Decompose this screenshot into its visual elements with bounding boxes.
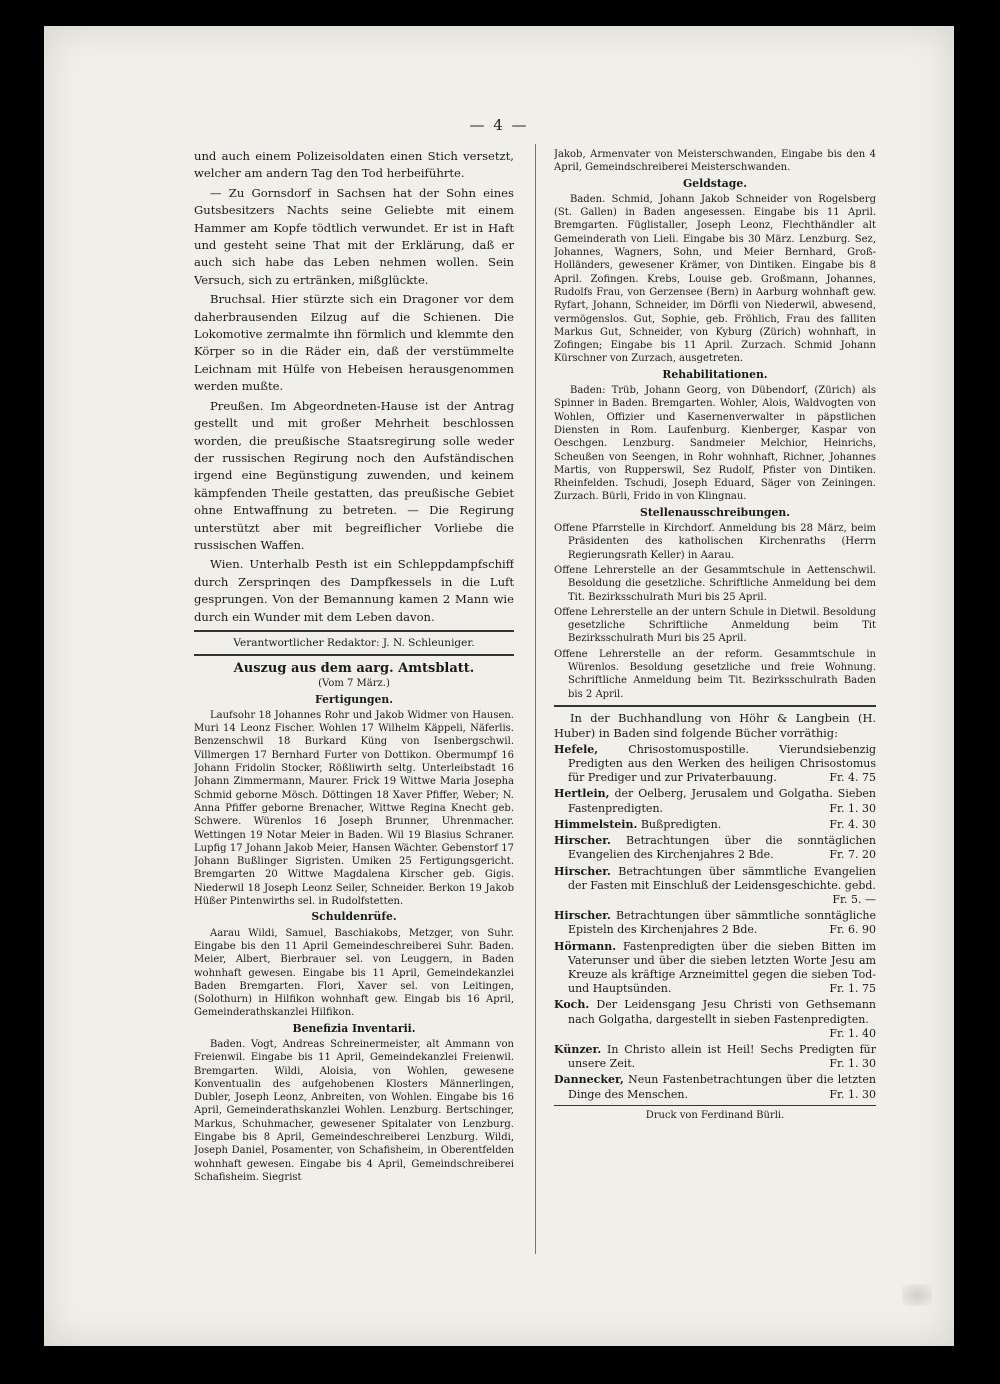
book-entry xyxy=(554,940,876,997)
section-heading-stellen: Stellenausschreibungen. xyxy=(640,505,790,519)
stellen-item: Offene Lehrerstelle an der reform. Gesammtschule in Würenlos. Besoldung gesetzliche und freie Wohnung. Schriftliche Anmeldung beim Tit. Bezirksschulrath Baden bis 2 April. xyxy=(554,648,876,700)
section-heading-benefizia: Benefizia Inventarii. xyxy=(292,1021,416,1035)
book-title: Betrachtungen über sämmtliche sonntägliche Episteln des Kirchenjahres 2 Bde. xyxy=(568,909,876,937)
book-list xyxy=(554,743,876,1102)
continued-text: Jakob, Armenvater von Meisterschwanden, Eingabe bis den 4 April, Gemeindschreiberei Meisterschwanden. xyxy=(554,149,876,174)
divider xyxy=(554,705,876,707)
article-paragraph: Wien. Unterhalb Pesth ist ein Schleppdampfschiff durch Zersprinqen des Dampfkessels in die Luft gesprungen. Von der Bemannung kamen 2 Mann wie durch ein Wunder mit dem Leben davon. xyxy=(194,557,514,624)
rehabilitationen-text: Baden: Trüb, Johann Georg, von Dübendorf, (Zürich) als Spinner in Baden. Bremgarten. Wohler, Alois, Waldvogten von Wohlen, Offizier und Kasernenverwalter in päpstlichen Diensten in Rom. Laufenburg. Kienberger, Kaspar von Oeschgen. Lenzburg. Sandmeier Melchior, Heinrichs, Scheußen von Seengen, in Rohr wohnhaft, Richner, Johannes Martis, von Rupperswil, Sez Rudolf, Pfister von Dintiken. Rheinfelden. Tschudi, Joseph Eduard, Säger von Zeiningen. Zurzach. Bürli, Frido in von Klingnau. xyxy=(554,385,876,503)
divider xyxy=(554,1105,876,1106)
printer-line: Druck von Ferdinand Bürli. xyxy=(645,1109,785,1121)
article-paragraph: — Zu Gornsdorf in Sachsen hat der Sohn eines Gutsbesitzers Nachts seine Geliebte mit einem Hammer am Kopfe tödtlich verwundet. Er ist in Haft und gesteht seine That mit der Erklärung, daß er auch sich habe das Leben nehmen wollen. Sein Versuch, sich zu ertränken, mißglückte. xyxy=(194,185,514,287)
fertigungen-text: Laufsohr 18 Johannes Rohr und Jakob Widmer von Hausen. Muri 14 Leonz Fischer. Wohlen 17 Wilhelm Käppeli, Näferlis. Benzenschwil 18 Burkard Küng von Isenbergschwil. Villmergen 17 Bernhard Furter von Dottikon. Obermumpf 16 Johann Fridolin Stocker, Rößliwirth seltg. Unterleibstadt 16 Johann Zimmermann, Maurer. Frick 19 Wittwe Maria Josepha Schmid geborne Mösch. Döttingen 18 Xaver Pfiffer, Weber; N. Anna Pfiffer geborne Brenacher, Wittwe Regina Knecht geb. Schwere. Würenlos 16 Joseph Brunner, Uhrenmacher. Wettingen 19 Notar Meier in Baden. Wil 19 Blasius Schraner. Lupfig 17 Johann Jakob Meier, Hansen Wächter. Gebenstorf 17 Johann Bußlinger Sigristen. Umiken 25 Fertigungsgericht. Bremgarten 20 Wittwe Magdalena Kirscher geb. Gigis. Niederwil 18 Joseph Leonz Seiler, Schneider. Berkon 19 Jakob Hüßer Pintenwirths sel. in Rudolfstetten. xyxy=(194,709,514,908)
schuldenrufe-text: Aarau Wildi, Samuel, Baschiakobs, Metzger, von Suhr. Eingabe bis den 11 April Gemeindeschreiberei Suhr. Baden. Meier, Albert, Bierbrauer sel. von Leuggern, in Baden wohnhaft gewesen. Eingabe bis 11 April, Gemeindekanzlei Baden Bremgarten. Flori, Xaver sel. von Leitingen, (Solothurn) in Hilfikon wohnhaft gew. Eingab bis 16 April, Gemeinderathskanzlei Hilfikon. xyxy=(194,927,514,1019)
article-paragraph: Bruchsal. Hier stürzte sich ein Dragoner vor dem daherbrausenden Eilzug auf die Schienen. Die Lokomotive zermalmte ihn förmlich und klemmte den Körper so in die Räder ein, daß der verstümmelte Leichnam mit Hülfe von Hebeisen herausgenommen werden mußte. xyxy=(194,292,514,394)
book-entry xyxy=(554,787,876,815)
book-title: Fastenpredigten über die sieben Bitten im Vaterunser und über die sieben letzten Worte Jesu am Kreuze als kräftige Arzneimittel gegen die sieben Tod- und Hauptsünden. xyxy=(568,939,876,996)
section-heading-fertigungen: Fertigungen. xyxy=(315,692,393,706)
stellen-item: Offene Pfarrstelle in Kirchdorf. Anmeldung bis 28 März, beim Präsidenten des katholischen Kirchenraths (Herrn Regierungsrath Keller) in Aarau. xyxy=(554,523,876,561)
book-title: In Christo allein ist Heil! Sechs Predigten für unsere Zeit. xyxy=(568,1042,876,1071)
benefizia-text: Baden. Vogt, Andreas Schreinermeister, alt Ammann von Freienwil. Eingabe bis 11 April, Gemeindekanzlei Freienwil. Bremgarten. Wildi, Aloisia, von Wohlen, gewesene Konventualin des aufgehobenen Klosters Männerlingen, Dubler, Joseph Leonz, Anbreiten, von Wohlen. Eingabe bis 16 April, Gemeinderathskanzlei Wohlen. Lenzburg. Bertschinger, Markus, Schuhmacher, gewesener Spitalater von Lenzburg. Eingabe bis 8 April, Gemeindeschreiberei Lenzburg. Wildi, Joseph Daniel, Posamenter, von Schafisheim, in Oberentfelden wohnhaft gewesen. Eingabe bis 4 April, Gemeindschreiberei Schafisheim. Siegrist xyxy=(194,1038,514,1183)
stellen-item: Offene Lehrerstelle an der untern Schule in Dietwil. Besoldung gesetzliche Schriftliche Anmeldung beim Tit Bezirksschulrath Muri bis 25 April. xyxy=(554,606,876,645)
right-column xyxy=(554,148,876,1258)
book-title: der Oelberg, Jerusalem und Golgatha. Sieben Fastenpredigten. xyxy=(568,787,876,815)
book-author: Koch. xyxy=(554,998,590,1012)
book-entry xyxy=(554,909,876,937)
article-paragraph: und auch einem Polizeisoldaten einen Stich versetzt, welcher am andern Tag den Tod herbeiführte. xyxy=(194,149,514,181)
book-title: Betrachtungen über die sonntäglichen Evangelien des Kirchenjahres 2 Bde. xyxy=(568,834,876,862)
book-entry xyxy=(554,1073,876,1101)
book-entry xyxy=(554,865,876,908)
stellen-item: Offene Lehrerstelle an der Gesammtschule in Aettenschwil. Besoldung die gesetzliche. Schriftliche Anmeldung bei dem Tit. Bezirksschulrath Muri bis 25 April. xyxy=(554,564,876,603)
book-author: Künzer. xyxy=(554,1042,602,1056)
book-author: Hörmann. xyxy=(554,939,617,953)
book-entry xyxy=(554,1043,876,1071)
book-price: Fr. 7. 20 xyxy=(829,848,876,862)
book-author: Hertlein, xyxy=(554,787,610,801)
book-price: Fr. 1. 30 xyxy=(829,1087,876,1101)
book-entry xyxy=(554,743,876,786)
book-title: Bußpredigten. xyxy=(640,817,722,831)
section-heading-schuldenrufe: Schuldenrüfe. xyxy=(311,910,397,924)
book-price: Fr. 4. 75 xyxy=(829,771,876,785)
section-heading-geldstage: Geldstage. xyxy=(683,176,747,190)
book-price: Fr. 1. 75 xyxy=(829,982,876,996)
divider xyxy=(194,630,514,632)
book-author: Hirscher. xyxy=(554,834,611,848)
book-price: Fr. 1. 30 xyxy=(829,1057,876,1071)
book-author: Hirscher. xyxy=(554,864,611,878)
newspaper-page xyxy=(44,26,954,1346)
left-column xyxy=(194,148,514,1258)
book-price: Fr. 1. 40 xyxy=(829,1026,876,1040)
article-paragraph: Preußen. Im Abgeordneten-Hause ist der Antrag gestellt und mit großer Mehrheit beschlossen worden, die preußische Staatsregirung solle weder der russischen Regirung noch den Aufständischen irgend eine Begünstigung zuwenden, und keinem kämpfenden Theile gestatten, das preußische Gebiet ohne Entwaffnung zu betreten. — Die Regirung unterstützt aber mit begreiflicher Vorliebe die russischen Waffen. xyxy=(194,398,514,552)
book-title: Chrisostomuspostille. Vierundsiebenzig Predigten aus den Werken des heiligen Chrisostomus für Prediger und zur Privaterbauung. xyxy=(568,742,876,785)
book-entry xyxy=(554,834,876,862)
book-title: Betrachtungen über sämmtliche Evangelien der Fasten mit Einschluß der Leidensgeschichte. gebd. xyxy=(568,864,876,892)
book-author: Hirscher. xyxy=(554,909,611,923)
divider xyxy=(194,654,514,656)
editor-line: Verantwortlicher Redaktor: J. N. Schleuniger. xyxy=(233,636,475,649)
book-author: Dannecker, xyxy=(554,1073,624,1087)
book-title: Neun Fastenbetrachtungen über die letzten Dinge des Menschen. xyxy=(568,1073,876,1101)
column-divider xyxy=(535,144,536,1254)
amtsblatt-date: (Vom 7 März.) xyxy=(318,678,390,690)
book-author: Himmelstein. xyxy=(554,817,638,831)
geldstage-text: Baden. Schmid, Johann Jakob Schneider von Rogelsberg (St. Gallen) in Baden angesessen. Eingabe bis 11 April. Bremgarten. Füglistaller, Joseph Leonz, Flechthändler alt Gemeinderath von Lieli. Eingabe bis 30 März. Lenzburg. Sez, Johannes, Wagners, Sohn, und Meier Bernhard, Groß-Holländers, gewesener Krämer, von Dintiken. Eingabe bis 8 April. Zofingen. Krebs, Louise geb. Großmann, Johannes, Rudolfs Frau, von Gerzensee (Bern) in Aarburg wohnhaft gew. Ryfart, Johann, Schneider, im Dörfli von Niederwil, abwesend, vermögenslos. Gut, Sophie, geb. Fröhlich, Frau des falliten Markus Gut, Schneider, von Kyburg (Zürich) wohnhaft, in Zofingen; Eingabe bis 11 April. Zurzach. Schmid Johann Kürschner von Zurzach, ausgetreten. xyxy=(554,193,876,365)
ad-intro: In der Buchhandlung von Höhr & Langbein (H. Huber) in Baden sind folgende Bücher vorräthig: xyxy=(554,710,876,740)
book-price: Fr. 4. 30 xyxy=(829,817,876,831)
book-entry xyxy=(554,998,876,1041)
book-price: Fr. 6. 90 xyxy=(829,923,876,937)
amtsblatt-title: Auszug aus dem aarg. Amtsblatt. xyxy=(233,661,475,677)
section-heading-rehabilitationen: Rehabilitationen. xyxy=(662,367,768,381)
paper-stain xyxy=(902,1284,932,1306)
book-price: Fr. 5. — xyxy=(832,892,876,906)
book-entry xyxy=(554,818,876,832)
book-author: Hefele, xyxy=(554,742,599,756)
book-title: Der Leidensgang Jesu Christi von Gethsemann nach Golgatha, dargestellt in sieben Fastenpredigten. xyxy=(568,998,876,1026)
book-price: Fr. 1. 30 xyxy=(829,801,876,815)
page-number: — 4 — xyxy=(469,116,529,134)
